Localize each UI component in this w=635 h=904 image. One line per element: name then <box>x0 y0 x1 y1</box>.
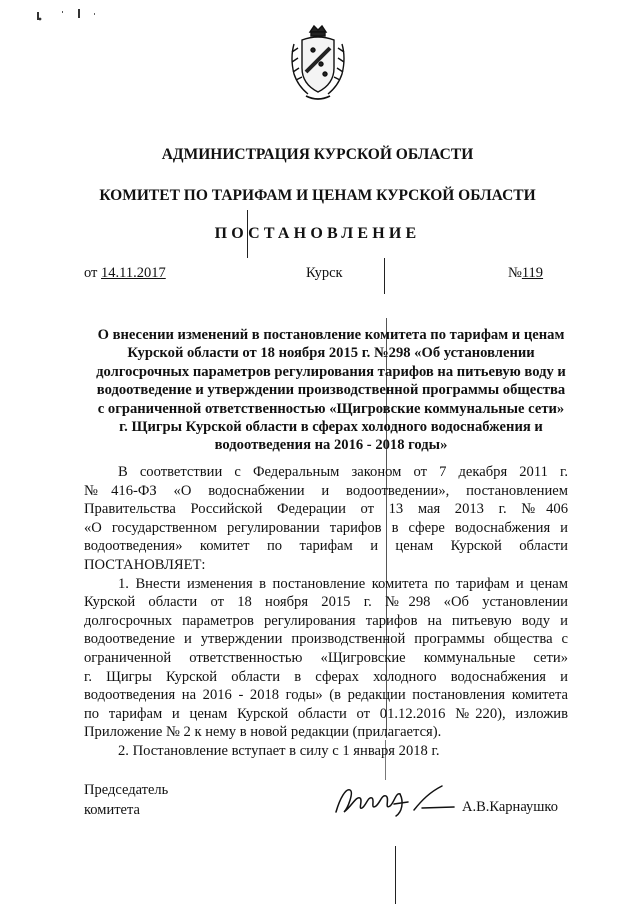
administration-heading: АДМИНИСТРАЦИЯ КУРСКОЙ ОБЛАСТИ <box>161 146 474 163</box>
item-2-paragraph <box>84 742 568 761</box>
role-line: комитета <box>84 802 140 818</box>
document-number <box>508 265 543 282</box>
title-line: водоотведения на 2016 - 2018 годы» <box>214 437 448 454</box>
document-city: Курск <box>306 265 343 281</box>
body-line: В соответствии с Федеральным законом от 7 декабря 2011 г. <box>118 464 568 480</box>
title-line: с ограниченной ответственностью «Щигровские коммунальные сети» <box>97 400 565 417</box>
number-value: 119 <box>521 265 544 281</box>
scan-line <box>395 846 396 904</box>
coat-of-arms-icon <box>288 22 348 104</box>
title-line: г. Щигры Курской области в сферах холодного водоснабжения и <box>119 419 543 436</box>
committee-heading: КОМИТЕТ ПО ТАРИФАМ И ЦЕНАМ КУРСКОЙ ОБЛАСТИ <box>99 187 536 204</box>
body-line: Курской области от 18 ноября 2015 г. №298 «Об установлении <box>84 594 568 611</box>
document-type-heading: ПОСТАНОВЛЕНИЕ <box>214 225 421 242</box>
title-line: водоотведение и утверждении производственной программы общества <box>96 382 566 399</box>
body-line: водоотведения» комитет по тарифам и ценам Курской области <box>84 538 568 555</box>
number-prefix: № <box>508 265 522 281</box>
title-line: О внесении изменений в постановление комитета по тарифам и ценам <box>97 327 565 343</box>
body-line: по тарифам и ценам Курской области от 01.12.2016 №220), изложив <box>84 705 568 722</box>
body-line: долгосрочных параметров регулирования тарифов на питьевую воду и <box>84 612 568 629</box>
preamble-paragraph <box>84 463 568 575</box>
title-line: Курской области от 18 ноября 2015 г. №298 «Об установлении <box>127 345 535 362</box>
body-line: №416-ФЗ «О водоснабжении и водоотведении», постановлением <box>84 482 568 499</box>
item-1-paragraph <box>84 575 568 742</box>
date-value: 14.11.2017 <box>101 265 166 281</box>
body-line: Приложение № 2 к нему в новой редакции (прилагается). <box>84 724 442 741</box>
signatory-name: А.В.Карнаушко <box>462 799 558 815</box>
body-line: водоотведения на 2016 - 2018 годы» (в редакции постановления комитета <box>84 687 568 704</box>
document-body <box>84 463 568 761</box>
date-prefix: от <box>84 265 102 281</box>
scan-specks <box>36 6 116 24</box>
body-line: ПОСТАНОВЛЯЕТ: <box>84 556 206 573</box>
body-line: «О государственном регулировании тарифов в сфере водоснабжения и <box>84 519 568 536</box>
title-line: долгосрочных параметров регулирования тарифов на питьевую воду и <box>96 363 566 380</box>
handwritten-signature-icon <box>330 778 460 822</box>
body-line: 2. Постановление вступает в силу с 1 января 2018 г. <box>118 742 440 759</box>
body-line: водоотведение и утверждении производственной программы общества с <box>84 631 568 648</box>
role-line: Председатель <box>84 782 169 798</box>
signatory-role <box>84 780 168 820</box>
document-title <box>84 326 578 455</box>
scan-line <box>384 258 385 294</box>
body-line: г. Щигры Курской области в сферах холодного водоснабжения и <box>84 668 568 685</box>
body-line: ограниченной ответственностью «Щигровские коммунальные сети» <box>84 649 568 666</box>
body-line: 1. Внести изменения в постановление комитета по тарифам и ценам <box>118 575 568 592</box>
body-line: Правительства Российской Федерации от 13 мая 2013 г. №406 <box>84 501 568 518</box>
document-date <box>84 265 166 282</box>
